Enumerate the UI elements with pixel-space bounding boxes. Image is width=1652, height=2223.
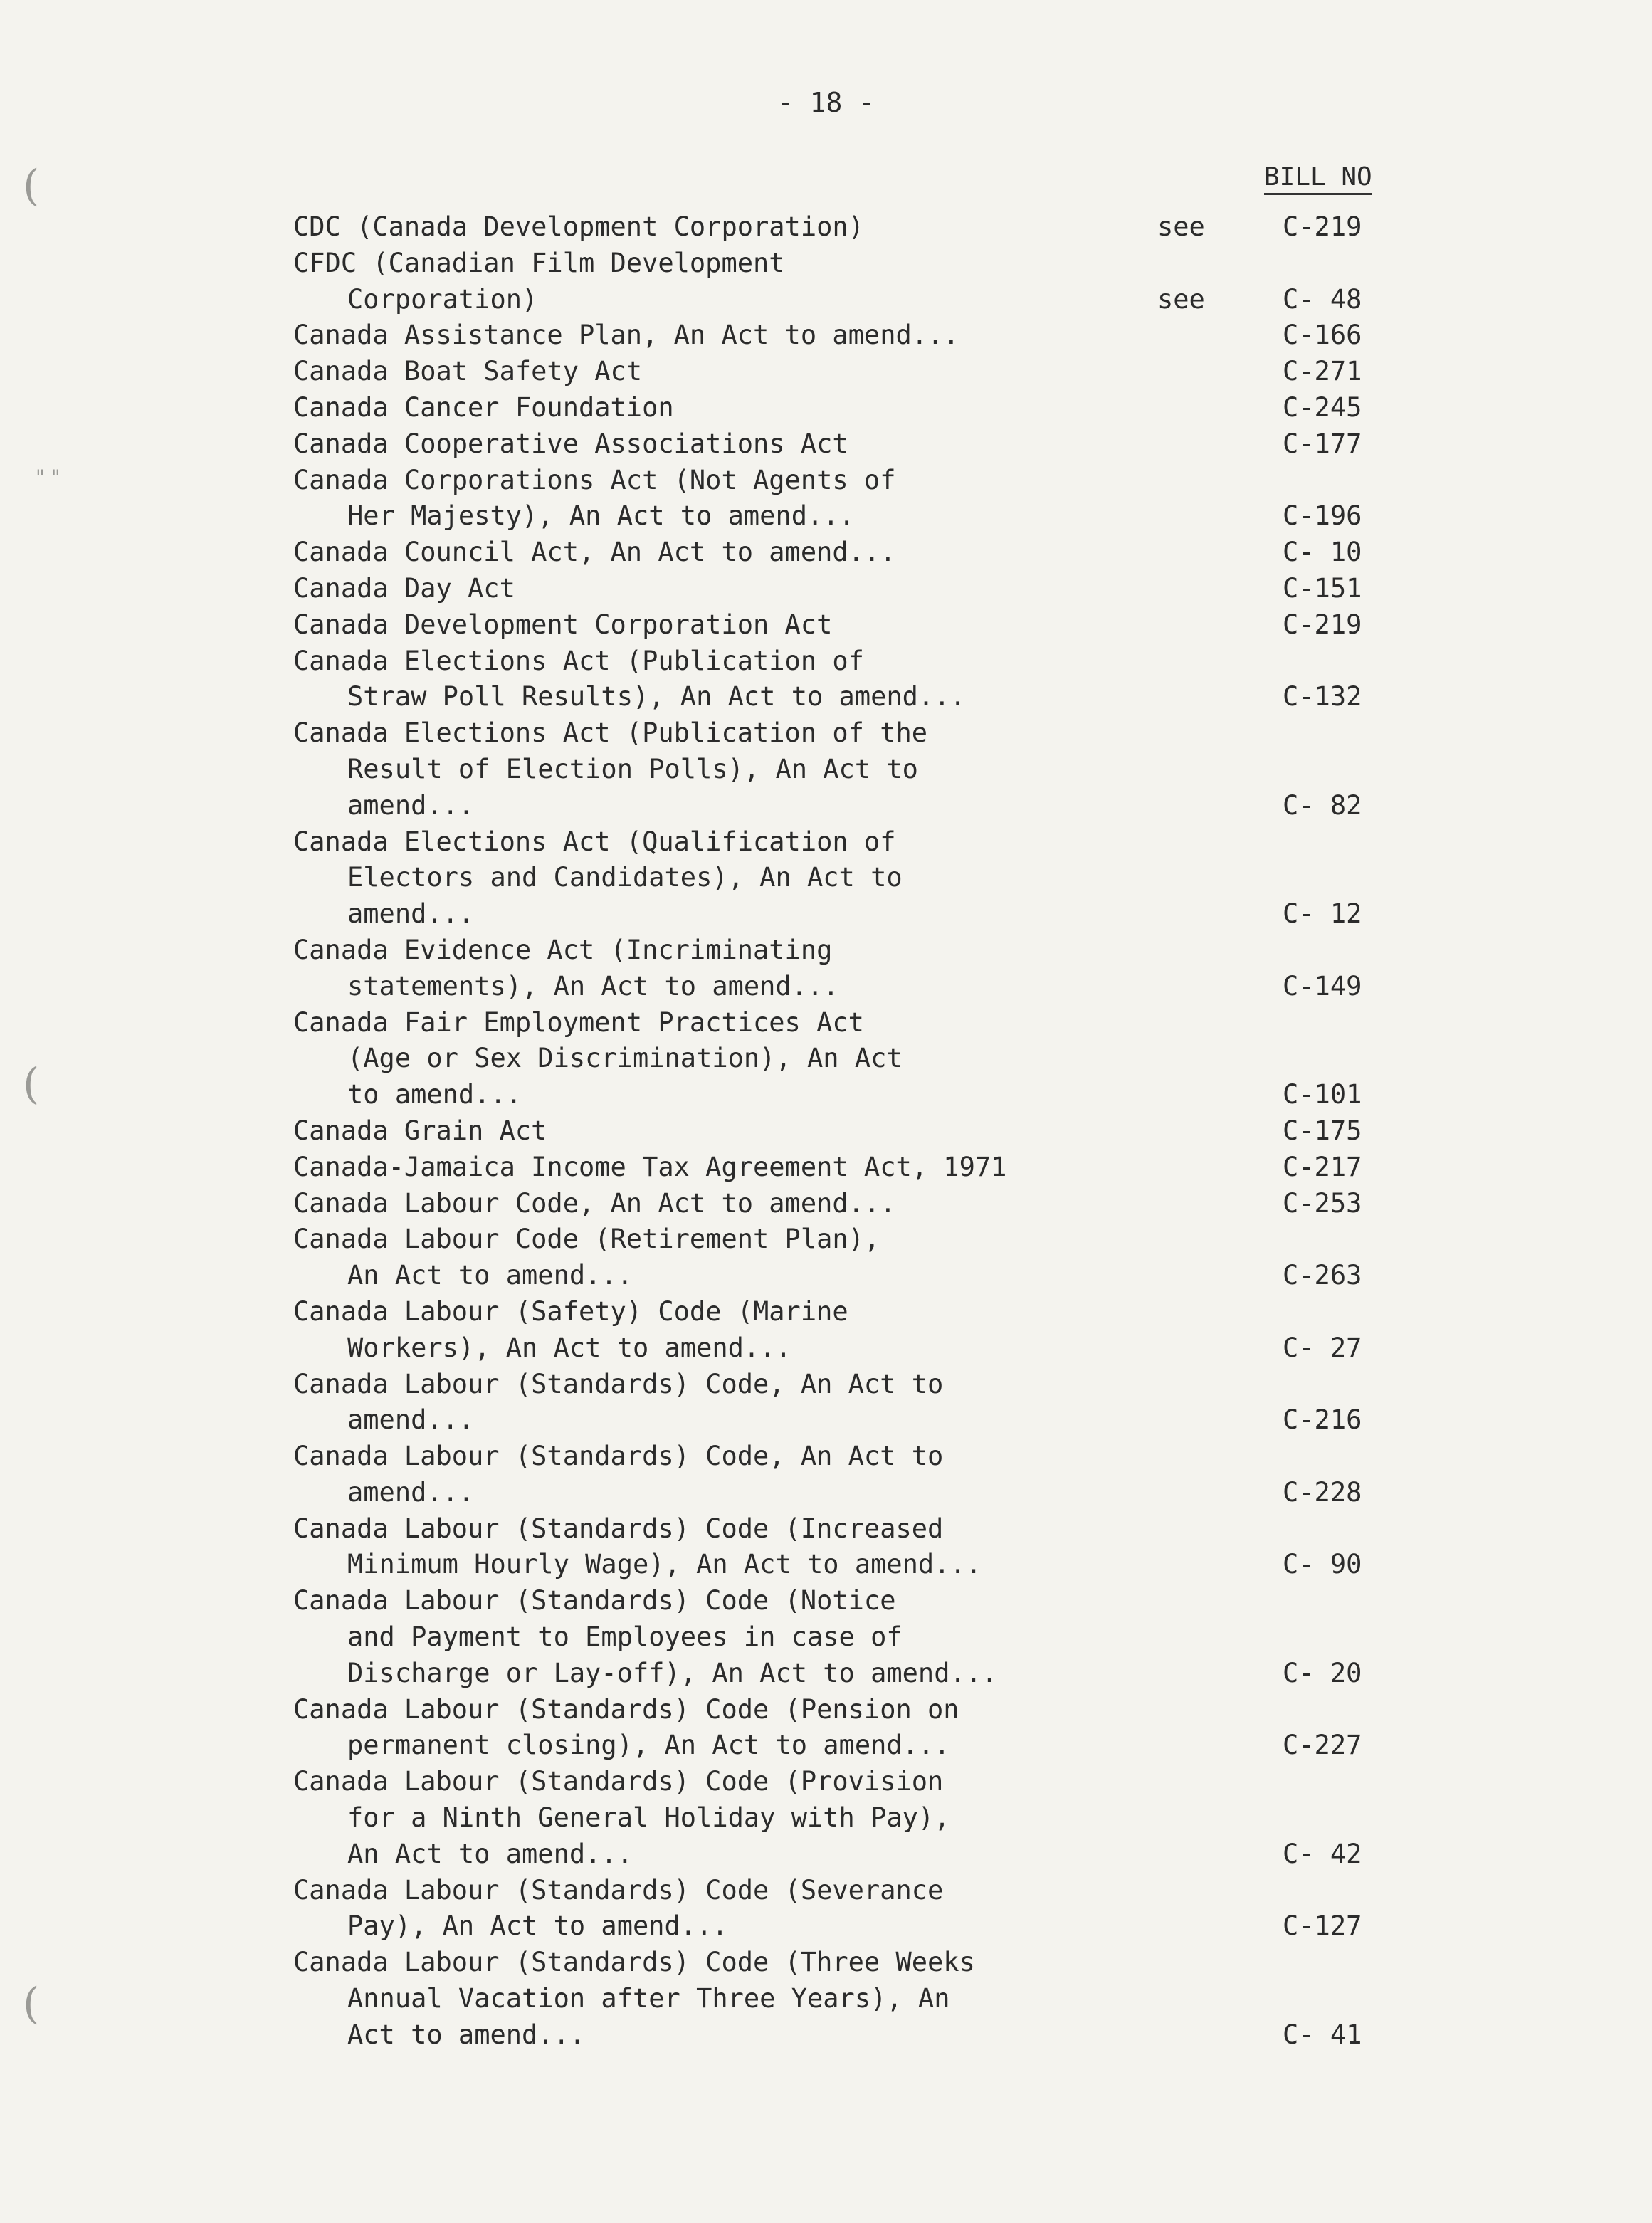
index-entry bbox=[0, 463, 1652, 535]
bill-number: C-127 bbox=[1283, 1911, 1362, 1942]
entry-title-line: amend... bbox=[347, 789, 475, 821]
margin-mark: ( bbox=[23, 1979, 40, 2029]
entry-title bbox=[293, 1764, 1147, 1872]
entry-title bbox=[293, 1150, 1147, 1186]
entry-title bbox=[293, 932, 1147, 1005]
page-number: - 18 - bbox=[777, 87, 875, 118]
entry-title bbox=[293, 607, 1147, 643]
entry-title-line: Canada Grain Act bbox=[293, 1115, 547, 1146]
entry-title-line: amend... bbox=[347, 1404, 475, 1436]
index-entries bbox=[0, 209, 1652, 2054]
entry-title bbox=[293, 1873, 1147, 1945]
index-entry bbox=[0, 317, 1652, 354]
entry-title-line: Canada Labour (Standards) Code, An Act to bbox=[293, 1368, 944, 1399]
entry-title-line: for a Ninth General Holiday with Pay), bbox=[347, 1802, 950, 1834]
entry-title-line: Result of Election Polls), An Act to bbox=[347, 753, 918, 784]
entry-title-line: CDC (Canada Development Corporation) bbox=[293, 211, 864, 242]
entry-title-line: statements), An Act to amend... bbox=[347, 970, 839, 1002]
index-entry bbox=[0, 571, 1652, 607]
index-entry bbox=[0, 535, 1652, 571]
bill-number: C-227 bbox=[1283, 1730, 1362, 1761]
bill-number: C-271 bbox=[1283, 356, 1362, 387]
entry-title bbox=[293, 463, 1147, 535]
entry-title bbox=[293, 1367, 1147, 1439]
index-entry bbox=[0, 824, 1652, 932]
index-entry bbox=[0, 390, 1652, 426]
entry-title bbox=[293, 426, 1147, 463]
bill-number: C-149 bbox=[1283, 970, 1362, 1002]
index-entry bbox=[0, 1439, 1652, 1511]
entry-title bbox=[293, 1294, 1147, 1367]
entry-title-line: Canada Labour (Standards) Code (Severance bbox=[293, 1874, 944, 1906]
entry-title bbox=[293, 715, 1147, 824]
entry-title-line: Canada Labour (Standards) Code (Provision bbox=[293, 1766, 944, 1797]
entry-title-line: Canada Day Act bbox=[293, 572, 515, 604]
bill-number: C-245 bbox=[1283, 391, 1362, 423]
index-entry bbox=[0, 1294, 1652, 1367]
bill-number: C-177 bbox=[1283, 428, 1362, 459]
entry-title-line: An Act to amend... bbox=[347, 1260, 633, 1291]
entry-title-line: Canada Cooperative Associations Act bbox=[293, 428, 848, 459]
entry-title-line: Canada Elections Act (Qualification of bbox=[293, 826, 896, 857]
index-entry bbox=[0, 246, 1652, 318]
bill-number: C-101 bbox=[1283, 1079, 1362, 1110]
bill-number: C- 10 bbox=[1283, 537, 1362, 568]
entry-title-line: Canada Labour Code (Retirement Plan), bbox=[293, 1224, 880, 1255]
index-entry bbox=[0, 354, 1652, 390]
bill-number: C- 27 bbox=[1283, 1332, 1362, 1363]
entry-title bbox=[293, 1511, 1147, 1584]
entry-title-line: Canada Fair Employment Practices Act bbox=[293, 1007, 864, 1038]
entry-title-line: permanent closing), An Act to amend... bbox=[347, 1730, 950, 1761]
index-entry bbox=[0, 643, 1652, 716]
entry-title-line: Canada Elections Act (Publication of bbox=[293, 645, 864, 676]
entry-title-line: Canada Labour (Standards) Code (Pension on bbox=[293, 1693, 959, 1725]
entry-title-line: Canada Labour (Standards) Code (Increased bbox=[293, 1513, 944, 1544]
bill-number: C- 90 bbox=[1283, 1549, 1362, 1580]
bill-number: C- 12 bbox=[1283, 898, 1362, 930]
bill-number: C-216 bbox=[1283, 1404, 1362, 1436]
bill-number: C-219 bbox=[1283, 211, 1362, 242]
entry-title-line: Canada Cancer Foundation bbox=[293, 391, 674, 423]
entry-title bbox=[293, 1439, 1147, 1511]
index-entry bbox=[0, 607, 1652, 643]
index-entry bbox=[0, 1583, 1652, 1691]
see-reference: see bbox=[1157, 211, 1205, 242]
entry-title-line: and Payment to Employees in case of bbox=[347, 1622, 903, 1653]
entry-title-line: Her Majesty), An Act to amend... bbox=[347, 500, 855, 532]
entry-title bbox=[293, 246, 1147, 318]
entry-title bbox=[293, 1186, 1147, 1222]
entry-title-line: Canada Labour (Safety) Code (Marine bbox=[293, 1296, 848, 1327]
entry-title bbox=[293, 535, 1147, 571]
entry-title bbox=[293, 1221, 1147, 1294]
entry-title bbox=[293, 390, 1147, 426]
bill-number: C- 41 bbox=[1283, 2019, 1362, 2050]
bill-number: C- 42 bbox=[1283, 1838, 1362, 1869]
entry-title-line: amend... bbox=[347, 898, 475, 930]
entry-title-line: Pay), An Act to amend... bbox=[347, 1911, 728, 1942]
entry-title bbox=[293, 209, 1147, 246]
entry-title-line: Canada Assistance Plan, An Act to amend... bbox=[293, 320, 959, 351]
index-entry bbox=[0, 1764, 1652, 1872]
index-entry bbox=[0, 1511, 1652, 1584]
entry-title-line: Electors and Candidates), An Act to bbox=[347, 862, 903, 893]
index-entry bbox=[0, 426, 1652, 463]
bill-number: C-196 bbox=[1283, 500, 1362, 532]
bill-number: C-263 bbox=[1283, 1260, 1362, 1291]
entry-title-line: Canada Labour (Standards) Code (Three Weeks bbox=[293, 1947, 975, 1978]
bill-number: C- 82 bbox=[1283, 789, 1362, 821]
index-entry bbox=[0, 1692, 1652, 1765]
bill-number: C- 48 bbox=[1283, 283, 1362, 315]
bill-number: C-228 bbox=[1283, 1476, 1362, 1508]
entry-title-line: An Act to amend... bbox=[347, 1838, 633, 1869]
index-entry bbox=[0, 1873, 1652, 1945]
entry-title-line: Act to amend... bbox=[347, 2019, 586, 2050]
entry-title bbox=[293, 1113, 1147, 1150]
entry-title bbox=[293, 354, 1147, 390]
entry-title bbox=[293, 1945, 1147, 2053]
entry-title bbox=[293, 1005, 1147, 1113]
index-entry bbox=[0, 209, 1652, 246]
index-entry bbox=[0, 1221, 1652, 1294]
entry-title-line: Discharge or Lay-off), An Act to amend... bbox=[347, 1657, 998, 1688]
entry-title bbox=[293, 1583, 1147, 1691]
entry-title-line: Workers), An Act to amend... bbox=[347, 1332, 791, 1363]
bill-number: C-132 bbox=[1283, 681, 1362, 713]
index-entry bbox=[0, 1113, 1652, 1150]
entry-title bbox=[293, 317, 1147, 354]
bill-number: C-175 bbox=[1283, 1115, 1362, 1146]
entry-title-line: Canada Council Act, An Act to amend... bbox=[293, 537, 896, 568]
entry-title-line: CFDC (Canadian Film Development bbox=[293, 247, 785, 278]
entry-title-line: (Age or Sex Discrimination), An Act bbox=[347, 1043, 903, 1074]
entry-title-line: Canada Development Corporation Act bbox=[293, 609, 833, 640]
index-entry bbox=[0, 932, 1652, 1005]
index-entry bbox=[0, 1005, 1652, 1113]
entry-title-line: Canada Boat Safety Act bbox=[293, 356, 643, 387]
bill-number: C-253 bbox=[1283, 1187, 1362, 1219]
margin-mark: ( bbox=[23, 1059, 40, 1109]
entry-title-line: Corporation) bbox=[347, 283, 538, 315]
index-entry bbox=[0, 1150, 1652, 1186]
bill-no-column-header: BILL NO bbox=[1264, 162, 1372, 195]
bill-number: C-166 bbox=[1283, 320, 1362, 351]
entry-title-line: Straw Poll Results), An Act to amend... bbox=[347, 681, 966, 713]
entry-title-line: Canada Labour (Standards) Code (Notice bbox=[293, 1585, 896, 1617]
index-entry bbox=[0, 715, 1652, 824]
entry-title-line: Minimum Hourly Wage), An Act to amend... bbox=[347, 1549, 982, 1580]
entry-title-line: Canada Labour (Standards) Code, An Act to bbox=[293, 1441, 944, 1472]
entry-title-line: amend... bbox=[347, 1476, 475, 1508]
entry-title-line: Canada Corporations Act (Not Agents of bbox=[293, 464, 896, 495]
bill-number: C-217 bbox=[1283, 1151, 1362, 1182]
margin-mark: ( bbox=[23, 161, 40, 211]
entry-title bbox=[293, 1692, 1147, 1765]
entry-title bbox=[293, 643, 1147, 716]
entry-title-line: to amend... bbox=[347, 1079, 522, 1110]
entry-title-line: Canada Labour Code, An Act to amend... bbox=[293, 1187, 896, 1219]
bill-number: C-151 bbox=[1283, 572, 1362, 604]
entry-title-line: Canada Evidence Act (Incriminating bbox=[293, 934, 833, 965]
bill-number: C- 20 bbox=[1283, 1657, 1362, 1688]
margin-mark: " " bbox=[36, 466, 60, 489]
index-entry bbox=[0, 1367, 1652, 1439]
index-entry bbox=[0, 1186, 1652, 1222]
entry-title bbox=[293, 571, 1147, 607]
entry-title bbox=[293, 824, 1147, 932]
entry-title-line: Canada-Jamaica Income Tax Agreement Act, 1971 bbox=[293, 1151, 1007, 1182]
bill-number: C-219 bbox=[1283, 609, 1362, 640]
entry-title-line: Canada Elections Act (Publication of the bbox=[293, 718, 928, 749]
see-reference: see bbox=[1157, 283, 1205, 315]
index-entry bbox=[0, 1945, 1652, 2053]
entry-title-line: Annual Vacation after Three Years), An bbox=[347, 1983, 950, 2014]
